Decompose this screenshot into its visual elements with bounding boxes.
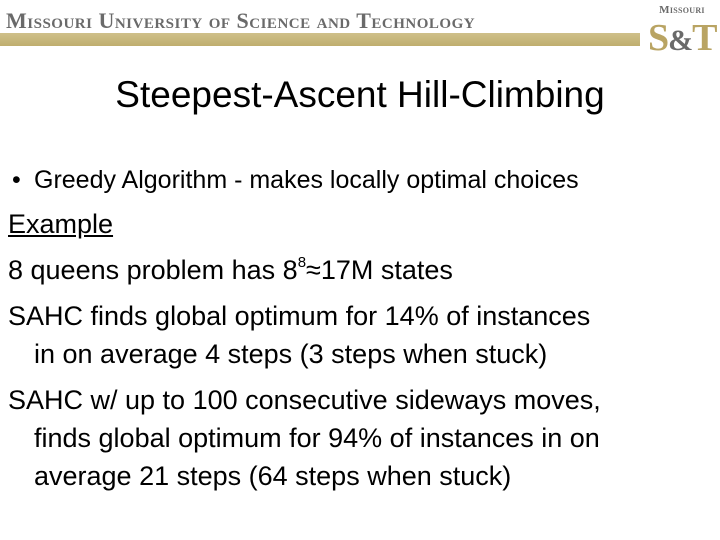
sahc2-line3: average 21 steps (64 steps when stuck)	[34, 461, 512, 491]
sahc1-line2: in on average 4 steps (3 steps when stuck)	[34, 339, 548, 369]
university-logo	[648, 2, 716, 64]
logo-mark	[648, 16, 716, 63]
logo-amp: &	[668, 24, 693, 57]
queens-prefix: 8 queens problem has 8	[8, 255, 298, 285]
logo-s: S	[648, 17, 669, 59]
header-bar	[0, 0, 720, 64]
slide-title: Steepest-Ascent Hill-Climbing	[115, 74, 605, 115]
gold-rule	[0, 33, 640, 46]
queens-suffix: ≈17M states	[306, 255, 453, 285]
bullet-dot: •	[12, 166, 21, 194]
example-heading	[8, 207, 113, 241]
example-heading-text: Example	[8, 209, 114, 239]
logo-top-text: Missouri	[659, 4, 705, 16]
bullet-text: Greedy Algorithm - makes locally optimal choices	[34, 166, 579, 194]
queens-line	[8, 253, 453, 287]
university-name: Missouri University of Science and Technology	[6, 8, 476, 33]
sahc1-line1: SAHC finds global optimum for 14% of instances	[8, 301, 591, 331]
sahc2-line1: SAHC w/ up to 100 consecutive sideways moves,	[8, 385, 601, 415]
bullet-item	[12, 166, 579, 195]
logo-t: T	[692, 17, 717, 59]
queens-exponent: 8	[297, 254, 307, 271]
sahc2-line2: finds global optimum for 94% of instances in on	[34, 423, 600, 453]
